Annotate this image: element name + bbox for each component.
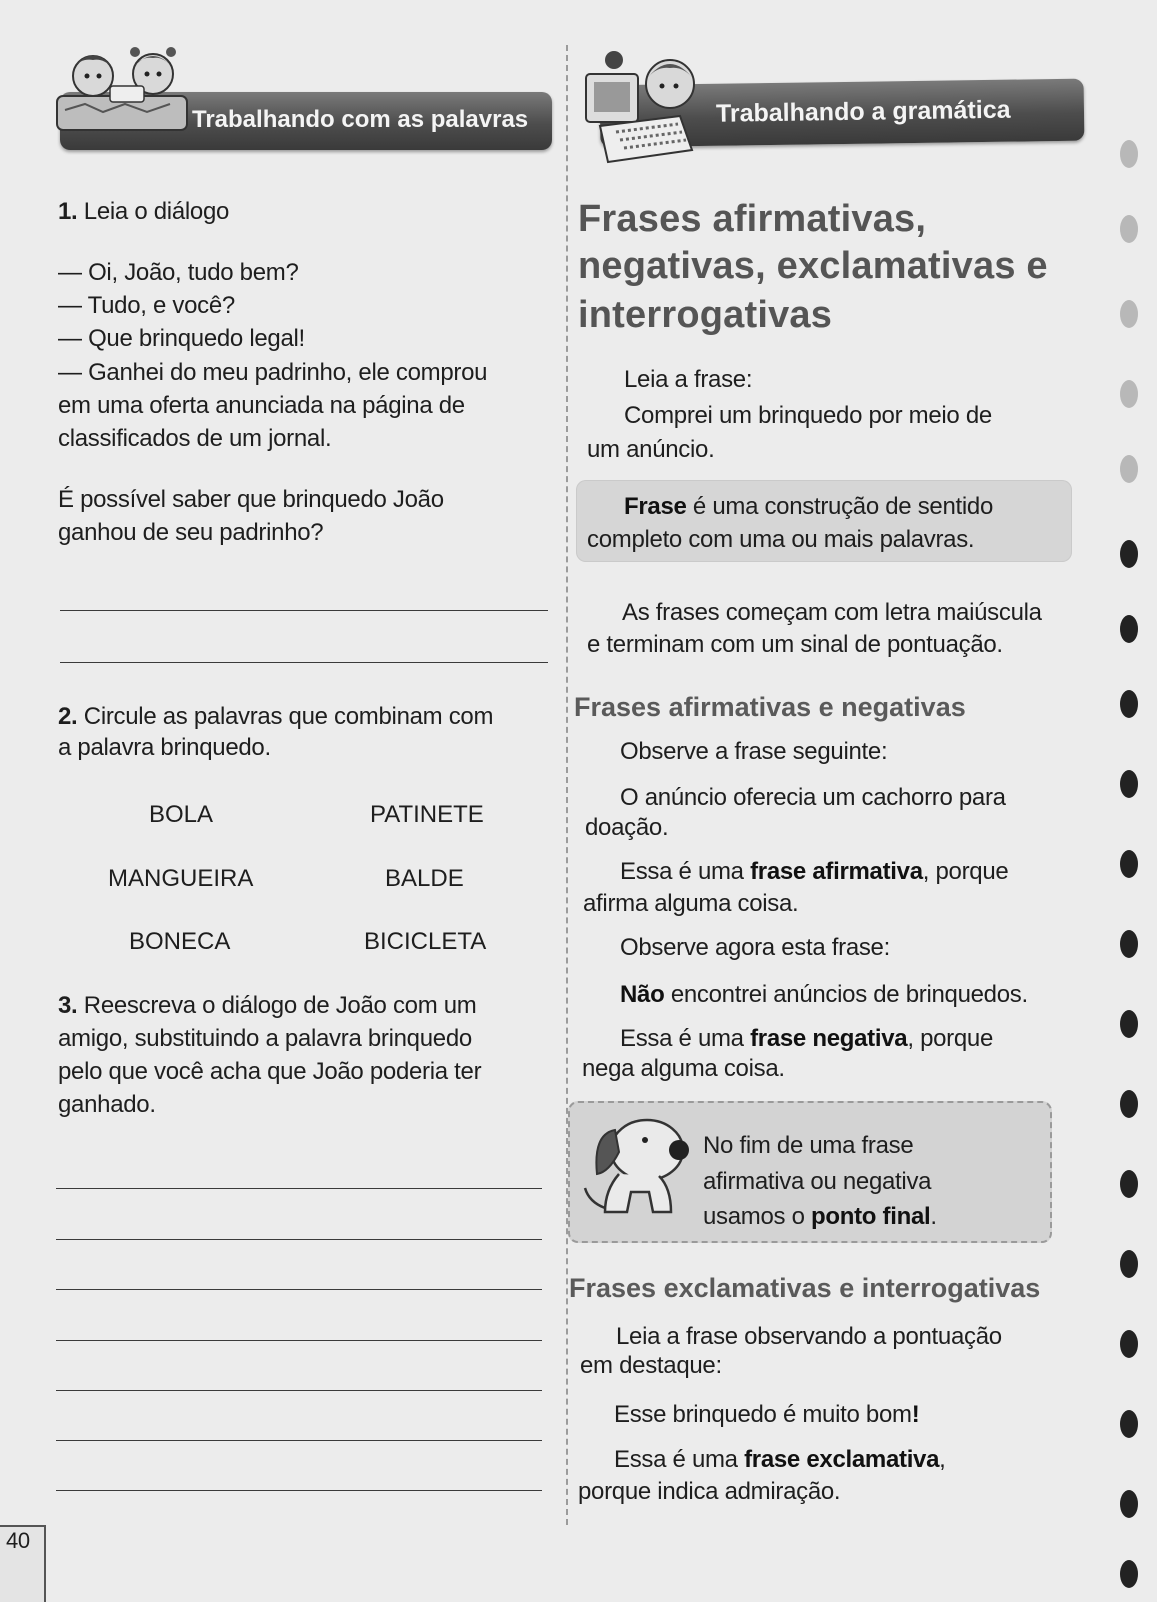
word-option[interactable]: BONECA xyxy=(129,928,231,955)
q1-prompt: Leia o diálogo xyxy=(83,198,230,225)
word-option[interactable]: BOLA xyxy=(149,801,214,828)
dog-icon xyxy=(575,1108,693,1226)
dialog-line: — Que brinquedo legal! xyxy=(58,325,305,352)
answer-line[interactable] xyxy=(56,1340,542,1341)
tip-text: No fim de uma frase xyxy=(703,1132,914,1159)
q1-number: 1. xyxy=(58,198,78,225)
tip-text: usamos o ponto final. xyxy=(703,1203,937,1230)
q2-number: 2. xyxy=(58,703,78,730)
q3-prompt-line: pelo que você acha que João poderia ter xyxy=(58,1058,482,1085)
left-banner-title: Trabalhando com as palavras xyxy=(192,106,529,133)
tip-text: afirmativa ou negativa xyxy=(703,1168,932,1195)
rule-text: As frases começam com letra maiúscula xyxy=(622,599,1042,626)
dialog-line: — Ganhei do meu padrinho, ele comprou xyxy=(58,359,488,386)
definition-text: Frase é uma construção de sentido xyxy=(624,493,994,520)
exclamative-example: Esse brinquedo é muito bom! xyxy=(614,1401,920,1428)
example-sentence: Comprei um brinquedo por meio de xyxy=(624,402,992,429)
lesson-title-line: negativas, exclamativas e xyxy=(578,245,1048,287)
subheading-exclamativas: Frases exclamativas e interrogativas xyxy=(569,1273,1041,1303)
q2-header xyxy=(58,701,493,733)
affirmative-example: O anúncio oferecia um cachorro para xyxy=(620,784,1006,811)
column-divider xyxy=(566,45,568,1525)
q3-prompt: Reescreva o diálogo de João com um xyxy=(83,992,477,1019)
q1-question-line: É possível saber que brinquedo João xyxy=(58,486,444,513)
exclamative-explanation: Essa é uma frase exclamativa, xyxy=(614,1446,946,1473)
dialog-line: — Tudo, e você? xyxy=(58,292,235,319)
dialog-line: — Oi, João, tudo bem? xyxy=(58,259,299,286)
girl-computer-illustration xyxy=(580,46,710,166)
negative-explanation: Essa é uma frase negativa, porque xyxy=(620,1025,993,1052)
answer-line[interactable] xyxy=(56,1239,542,1240)
q3-number: 3. xyxy=(58,992,78,1019)
page-number: 40 xyxy=(6,1528,30,1553)
affirmative-explanation: Essa é uma frase afirmativa, porque xyxy=(620,858,1009,885)
read-intro: Leia a frase: xyxy=(624,366,753,393)
right-banner-title: Trabalhando a gramática xyxy=(715,95,1011,128)
answer-line[interactable] xyxy=(56,1289,542,1290)
answer-line[interactable] xyxy=(56,1188,542,1189)
word-option[interactable]: MANGUEIRA xyxy=(108,865,254,892)
lesson-title-line: Frases afirmativas, xyxy=(578,198,927,240)
observe-text: Observe a frase seguinte: xyxy=(620,738,888,765)
q3-header xyxy=(58,990,477,1022)
q2-prompt: Circule as palavras que combinam com xyxy=(83,703,494,730)
read-instruction: Leia a frase observando a pontuação xyxy=(616,1323,1002,1350)
affirmative-explanation-line2: afirma alguma coisa. xyxy=(583,890,799,917)
answer-line[interactable] xyxy=(60,610,548,611)
definition-text-line2: completo com uma ou mais palavras. xyxy=(587,526,975,553)
answer-line[interactable] xyxy=(56,1440,542,1441)
answer-line[interactable] xyxy=(56,1490,542,1491)
rule-text-line2: e terminam com um sinal de pontuação. xyxy=(587,631,1003,658)
exclamative-explanation-line2: porque indica admiração. xyxy=(578,1478,841,1505)
subheading-afirmativas: Frases afirmativas e negativas xyxy=(574,692,966,722)
q3-prompt-line: amigo, substituindo a palavra brinquedo xyxy=(58,1025,472,1052)
observe-text: Observe agora esta frase: xyxy=(620,934,890,961)
q1-question-line: ganhou de seu padrinho? xyxy=(58,519,324,546)
affirmative-example-line2: doação. xyxy=(585,814,669,841)
negative-example: Não encontrei anúncios de brinquedos. xyxy=(620,981,1028,1008)
q3-prompt-line: ganhado. xyxy=(58,1091,156,1118)
q1-header xyxy=(58,196,229,228)
word-option[interactable]: BICICLETA xyxy=(364,928,487,955)
answer-line[interactable] xyxy=(56,1390,542,1391)
q2-prompt-line2: a palavra brinquedo. xyxy=(58,734,271,761)
definition-term: Frase xyxy=(624,493,687,520)
dialog-line: em uma oferta anunciada na página de xyxy=(58,392,465,419)
word-option[interactable]: PATINETE xyxy=(370,801,484,828)
read-instruction-line2: em destaque: xyxy=(580,1352,722,1379)
example-sentence-line2: um anúncio. xyxy=(587,436,715,463)
word-option[interactable]: BALDE xyxy=(385,865,464,892)
answer-line[interactable] xyxy=(60,662,548,663)
children-reading-illustration xyxy=(55,38,195,138)
dialog-line: classificados de um jornal. xyxy=(58,425,332,452)
lesson-title-line: interrogativas xyxy=(578,294,833,336)
negative-explanation-line2: nega alguma coisa. xyxy=(582,1055,785,1082)
